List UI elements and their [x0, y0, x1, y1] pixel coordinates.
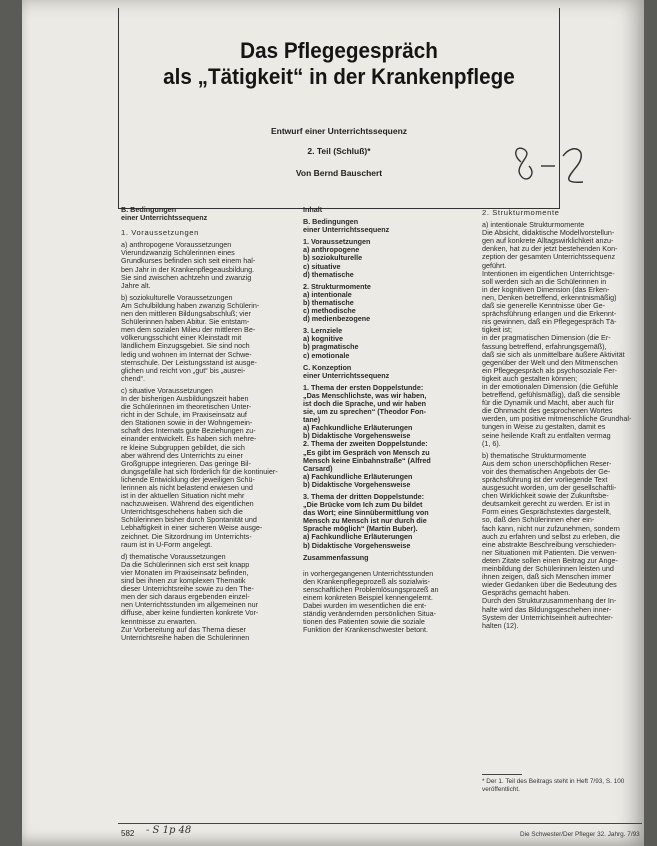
- text-line: halten (12).: [482, 621, 519, 630]
- text-line: 1. Thema der ersten Doppelstunde:: [303, 383, 424, 392]
- text-line: tungen in Weise zu gestalten, damit es: [482, 423, 606, 432]
- text-line: senschaftlichen Problemlösungsprozeß an: [303, 585, 439, 594]
- text-line: das Wort; eine Sinnübermittlung von: [303, 509, 429, 518]
- text-line: daß sie sich als unmittelbare äußere Aktivität: [482, 350, 625, 359]
- text-line: soll werden sich an die Schülerinnen in: [482, 277, 607, 286]
- text-line: sternschule. Der Leistungsstand ist ausge-: [121, 358, 257, 367]
- text-line: Schülerinnen bisher durch Spontanität und: [121, 516, 257, 525]
- text-line: b) thematische: [303, 298, 354, 307]
- text-line: gegenüber der Welt und den Mitmenschen: [482, 358, 618, 367]
- text-line: lichende Entwicklung der jeweiligen Schü-: [121, 475, 255, 484]
- text-line: in der pragmatischen Dimension (die Er-: [482, 334, 611, 343]
- text-line: c) situative Voraussetzungen: [121, 386, 213, 395]
- text-line: einer Unterrichtssequenz: [303, 371, 390, 380]
- text-line: wieder Gedanken über die Bedeutung des: [482, 581, 617, 590]
- article-title: [132, 38, 546, 90]
- footnote: * Der 1. Teil des Beitrags steht in Heft 7/93, S. 100: [482, 778, 625, 785]
- text-line: re kleine Subgruppen gebildet, die sich: [121, 443, 245, 452]
- text-line: nis gewinnen, daß ein Pflegegespräch Tä-: [482, 318, 617, 327]
- text-line: 3. Lernziele: [303, 327, 343, 336]
- text-line: seine heilende Kraft zu entfalten vermag: [482, 431, 611, 440]
- text-line: dieser Unterrichtsreihe sowie zu den The-: [121, 585, 254, 594]
- text-line: Form eines Gesprächstextes dargestellt,: [482, 508, 612, 517]
- text-line: tane): [303, 416, 321, 425]
- text-line: deten Zitate sollen einen Beitrag zur Ange-: [482, 556, 618, 565]
- text-line: ihnen zeigen, daß sich Menschen immer: [482, 573, 612, 582]
- text-line: c) methodische: [303, 307, 356, 316]
- text-line: Großgruppe integrieren. Das geringe Bil-: [121, 459, 251, 468]
- text-line: glichen und reicht von „gut“ bis „ausrei-: [121, 366, 246, 375]
- text-line: „Es gibt im Gespräch von Mensch zu: [303, 448, 430, 457]
- text-line: fassung betreffend, erfahrungsgemäß),: [482, 342, 607, 351]
- text-line: ländlichem Einzugsgebiet. Sie sind noch: [121, 342, 250, 351]
- text-line: ein Pflegegespräch als psychosoziale Fer-: [482, 366, 618, 375]
- text-line: ledig und wohnen im Internat der Schwe-: [121, 350, 252, 359]
- text-line: Sie sind zwischen achtzehn und zwanzig: [121, 273, 252, 282]
- text-line: Die Absicht, didaktische Modellvorstellun-: [482, 229, 615, 238]
- text-line: Lebhaftigkeit in einer sicheren Weise ausge-: [121, 524, 263, 533]
- text-line: C. Konzeption: [303, 363, 352, 372]
- text-line: 2. Strukturmomente: [303, 282, 371, 291]
- text-line: zeption der gesamten Unterrichtssequenz: [482, 253, 616, 262]
- text-line: einem konkreten Beispiel kennengelernt.: [303, 594, 433, 603]
- text-line: Zusammenfassung: [303, 553, 369, 562]
- text-line: a) anthropogene: [303, 246, 360, 255]
- text-line: denken, hat zu der jetzt bestehenden Kon-: [482, 245, 618, 254]
- text-line: a) intentionale: [303, 290, 352, 299]
- text-line: Am Schulbildung haben zwanzig Schülerin-: [121, 301, 260, 310]
- text-line: betreffend, gefühlsmäßig), daß die sensible: [482, 391, 621, 400]
- text-line: Jahre alt.: [121, 281, 151, 290]
- handwritten-page-note: - S 1p 48: [146, 825, 192, 836]
- text-line: B. Bedingungen: [303, 218, 359, 227]
- text-line: Intentionen im eigentlichen Unterrichtsge-: [482, 269, 615, 278]
- text-line: 2. Strukturmomente: [482, 209, 560, 217]
- text-line: sprächsführung erlangen und die Erkennt-: [482, 310, 617, 319]
- text-line: Dabei wurden im wesentlichen die ent-: [303, 602, 427, 611]
- text-line: Gesprächs gemacht haben.: [482, 589, 571, 598]
- text-line: a) Fachkundliche Erläuterungen: [303, 424, 413, 433]
- text-line: fach kann, nicht nur zufzunehmen, sondern: [482, 524, 620, 533]
- footnote-continued: veröffentlicht.: [482, 786, 520, 793]
- text-line: daß sie generelle Kenntnisse über Ge-: [482, 302, 606, 311]
- text-line: Zur Vorbereitung auf das Thema dieser: [121, 625, 246, 634]
- footnote-rule: [482, 774, 522, 775]
- text-line: voir des thematischen Angebots der Ge-: [482, 467, 611, 476]
- text-line: einer Unterrichtssequenz: [121, 214, 208, 223]
- text-line: den Krankenpflegeprozeß als sozialwis-: [303, 577, 431, 586]
- text-line: auch zu erfahren und selbst zu erleben, die: [482, 532, 620, 541]
- text-line: Grundkurses befinden sich seit einem hal-: [121, 257, 256, 266]
- text-line: b) Didaktische Vorgehensweise: [303, 432, 411, 441]
- text-line: Carsard): [303, 464, 333, 473]
- text-line: B. Bedingungen: [121, 206, 177, 214]
- text-line: Schülerinnen haben Abitur. Sie entstam-: [121, 318, 250, 327]
- title-frame: [118, 8, 560, 209]
- text-line: sind bei ihnen zur komplexen Thematik: [121, 577, 246, 586]
- text-line: tigkeit ist;: [482, 326, 512, 335]
- text-line: a) Fachkundliche Erläuterungen: [303, 472, 413, 481]
- text-line: ner Situationen mit Patienten. Die verwen-: [482, 548, 617, 557]
- text-line: so, daß den Schülerinnen eher ein-: [482, 516, 595, 525]
- text-line: c) situative: [303, 262, 341, 271]
- text-line: meinbildung der Schülerinnen leisten und: [482, 565, 614, 574]
- text-line: ben Jahr in der Krankenpflegeausbildung.: [121, 265, 255, 274]
- text-line: diffuse, aber keine fundierten konkrete Vor-: [121, 609, 259, 618]
- text-line: schaft des Internats gute Beziehungen zu-: [121, 427, 256, 436]
- text-line: sie, um zu sprechen“ (Theodor Fon-: [303, 408, 426, 417]
- text-line: b) soziokulturelle: [303, 254, 363, 263]
- text-line: aber während des Unterrichts zu einer: [121, 451, 243, 460]
- column-1: [121, 206, 291, 642]
- text-line: werden, um positive mitmenschliche Grundhal-: [482, 415, 632, 424]
- text-line: halte wird das Bildungsgeschehen inner-: [482, 605, 612, 614]
- page: [22, 0, 644, 846]
- text-line: c) emotionale: [303, 351, 350, 360]
- text-line: Mensch zu Mensch ist nur durch die: [303, 517, 427, 526]
- article-subtitle: Entwurf einer Unterrichtssequenz: [270, 126, 408, 136]
- text-line: Aus dem schon unerschöpflichen Reser-: [482, 459, 612, 468]
- text-line: b) pragmatische: [303, 343, 359, 352]
- text-line: d) medienbezogene: [303, 315, 371, 324]
- text-line: Da die Schülerinnen sich erst seit knapp: [121, 560, 250, 569]
- column-3: [482, 206, 644, 630]
- text-line: vier Monaten im Praxiseinsatz befinden,: [121, 568, 249, 577]
- text-line: 3. Thema der dritten Doppelstunde:: [303, 493, 425, 501]
- text-line: in der emotionalen Dimension (die Gefühle: [482, 382, 619, 391]
- text-line: Durch den Strukturzusammenhang der In-: [482, 597, 617, 606]
- text-line: (1, 6).: [482, 439, 501, 448]
- text-line: nachzuweisen. Während des eigentlichen: [121, 500, 254, 509]
- text-line: chend“.: [121, 374, 145, 383]
- journal-reference: Die Schwester/Der Pfleger 32. Jahrg. 7/93: [520, 831, 640, 838]
- spacer: [121, 222, 291, 226]
- text-line: tigkeit auch gestalten können;: [482, 374, 578, 383]
- text-line: men dem sozialen Milieu der mittleren Be-: [121, 326, 256, 335]
- text-line: a) anthropogene Voraussetzungen: [121, 241, 232, 250]
- text-line: Sprache möglich“ (Martin Buber).: [303, 525, 418, 534]
- text-line: dungsgefälle hat sich förderlich für die kontinuier-: [121, 467, 278, 476]
- text-line: b) Didaktische Vorgehensweise: [303, 480, 411, 489]
- title-line-1: Das Pflegegespräch: [240, 38, 438, 63]
- text-line: nen, Denken betreffend, erkenntnismäßig): [482, 293, 617, 302]
- text-line: ausgesucht worden, um der gesellschaftli-: [482, 484, 617, 493]
- text-line: In der bisherigen Ausbildungszeit haben: [121, 394, 249, 403]
- text-line: chen Wirklichkeit sowie der Zukunftsbe-: [482, 492, 609, 501]
- text-line: a) Fachkundliche Erläuterungen: [303, 533, 413, 542]
- text-line: lerinnen als nicht belastend erwiesen und: [121, 484, 253, 492]
- text-line: Unterrichtsgeschehens haben sich die: [121, 508, 243, 517]
- text-line: men der sich daraus ergebenden einzel-: [121, 593, 250, 602]
- text-line: die Ohnmacht des gesprochenen Wortes: [482, 407, 613, 416]
- text-line: d) thematische Voraussetzungen: [121, 552, 226, 561]
- text-line: Unterrichtsreihe haben die Schülerinnen: [121, 633, 250, 642]
- text-line: ständig verändernden persönlichen Situa-: [303, 610, 437, 619]
- text-line: richt in der Schule, im Praxiseinsatz auf: [121, 411, 247, 420]
- title-line-2: als „Tätigkeit“ in der Krankenpflege: [163, 64, 515, 89]
- text-line: b) soziokulturelle Voraussetzungen: [121, 293, 233, 302]
- text-line: a) intentionale Strukturmomente: [482, 221, 585, 230]
- article-author: Von Bernd Bauschert: [295, 168, 383, 178]
- text-line: b) Didaktische Vorgehensweise: [303, 541, 411, 550]
- text-line: 2. Thema der zweiten Doppelstunde:: [303, 440, 428, 449]
- text-line: a) kognitive: [303, 335, 343, 344]
- text-line: Funktion der Krankenschwester betont.: [303, 626, 429, 635]
- text-line: eine abstrakte Beschreibung verschieden-: [482, 540, 617, 549]
- text-line: kenntnisse zu erwarten.: [121, 617, 197, 626]
- text-line: Mensch keine Einbahnstraße“ (Alfred: [303, 456, 431, 465]
- text-line: ist doch die Sprache, und wir haben: [303, 399, 427, 408]
- text-line: System der Unterrichtseinheit aufrechter-: [482, 613, 614, 622]
- page-number: 582: [121, 829, 135, 838]
- text-line: die Schülerinnen im theoretischen Unter-: [121, 403, 252, 412]
- text-line: deutsamkeit gerecht zu werden. Er ist in: [482, 500, 610, 509]
- text-line: den Stationen sowie in der Wohngemein-: [121, 419, 253, 428]
- article-part: 2. Teil (Schluß)*: [307, 146, 371, 156]
- text-line: einer Unterrichtssequenz: [303, 226, 390, 235]
- text-line: Inhalt: [303, 206, 323, 214]
- text-line: 1. Voraussetzungen: [303, 238, 371, 247]
- text-line: b) thematische Strukturmomente: [482, 451, 587, 460]
- text-line: geführt.: [482, 261, 507, 270]
- text-line: 1. Voraussetzungen: [121, 229, 199, 238]
- text-line: ist in der aktuellen Situation nicht mehr: [121, 492, 245, 501]
- text-line: in der kognitiven Dimension (das Erken-: [482, 285, 610, 294]
- text-line: für die Dynamik und Macht, aber auch für: [482, 399, 614, 408]
- text-line: tionen des Patienten sowie die soziale: [303, 618, 425, 627]
- text-line: völkerungsschicht einer Kleinstadt mit: [121, 334, 242, 343]
- text-line: zeichnet. Die Sitzordnung im Unterrichts-: [121, 532, 252, 541]
- column-2: [303, 206, 487, 635]
- text-line: nen den mittleren Bildungsabschluß; vier: [121, 310, 251, 319]
- text-line: raum ist in U-Form angelegt.: [121, 540, 213, 549]
- text-line: einander entwickelt. Es haben sich mehre-: [121, 435, 257, 444]
- text-line: in vorhergegangenen Unterrichtsstunden: [303, 569, 434, 578]
- text-line: „Die Brücke vom Ich zum Du bildet: [303, 501, 423, 510]
- text-line: „Das Menschlichste, was wir haben,: [303, 391, 427, 400]
- text-line: gen auf konkrete Alltagswirklichkeit anzu-: [482, 237, 614, 246]
- text-line: sprächsführung ist der vorliegende Text: [482, 476, 608, 484]
- text-line: Vierundzwanzig Schülerinnen eines: [121, 249, 235, 258]
- text-line: nen Unterrichtsstunden im allgemeinen nur: [121, 601, 259, 610]
- handwritten-note-icon: [507, 140, 599, 200]
- text-line: d) thematische: [303, 270, 354, 279]
- footer-rule: [118, 823, 642, 824]
